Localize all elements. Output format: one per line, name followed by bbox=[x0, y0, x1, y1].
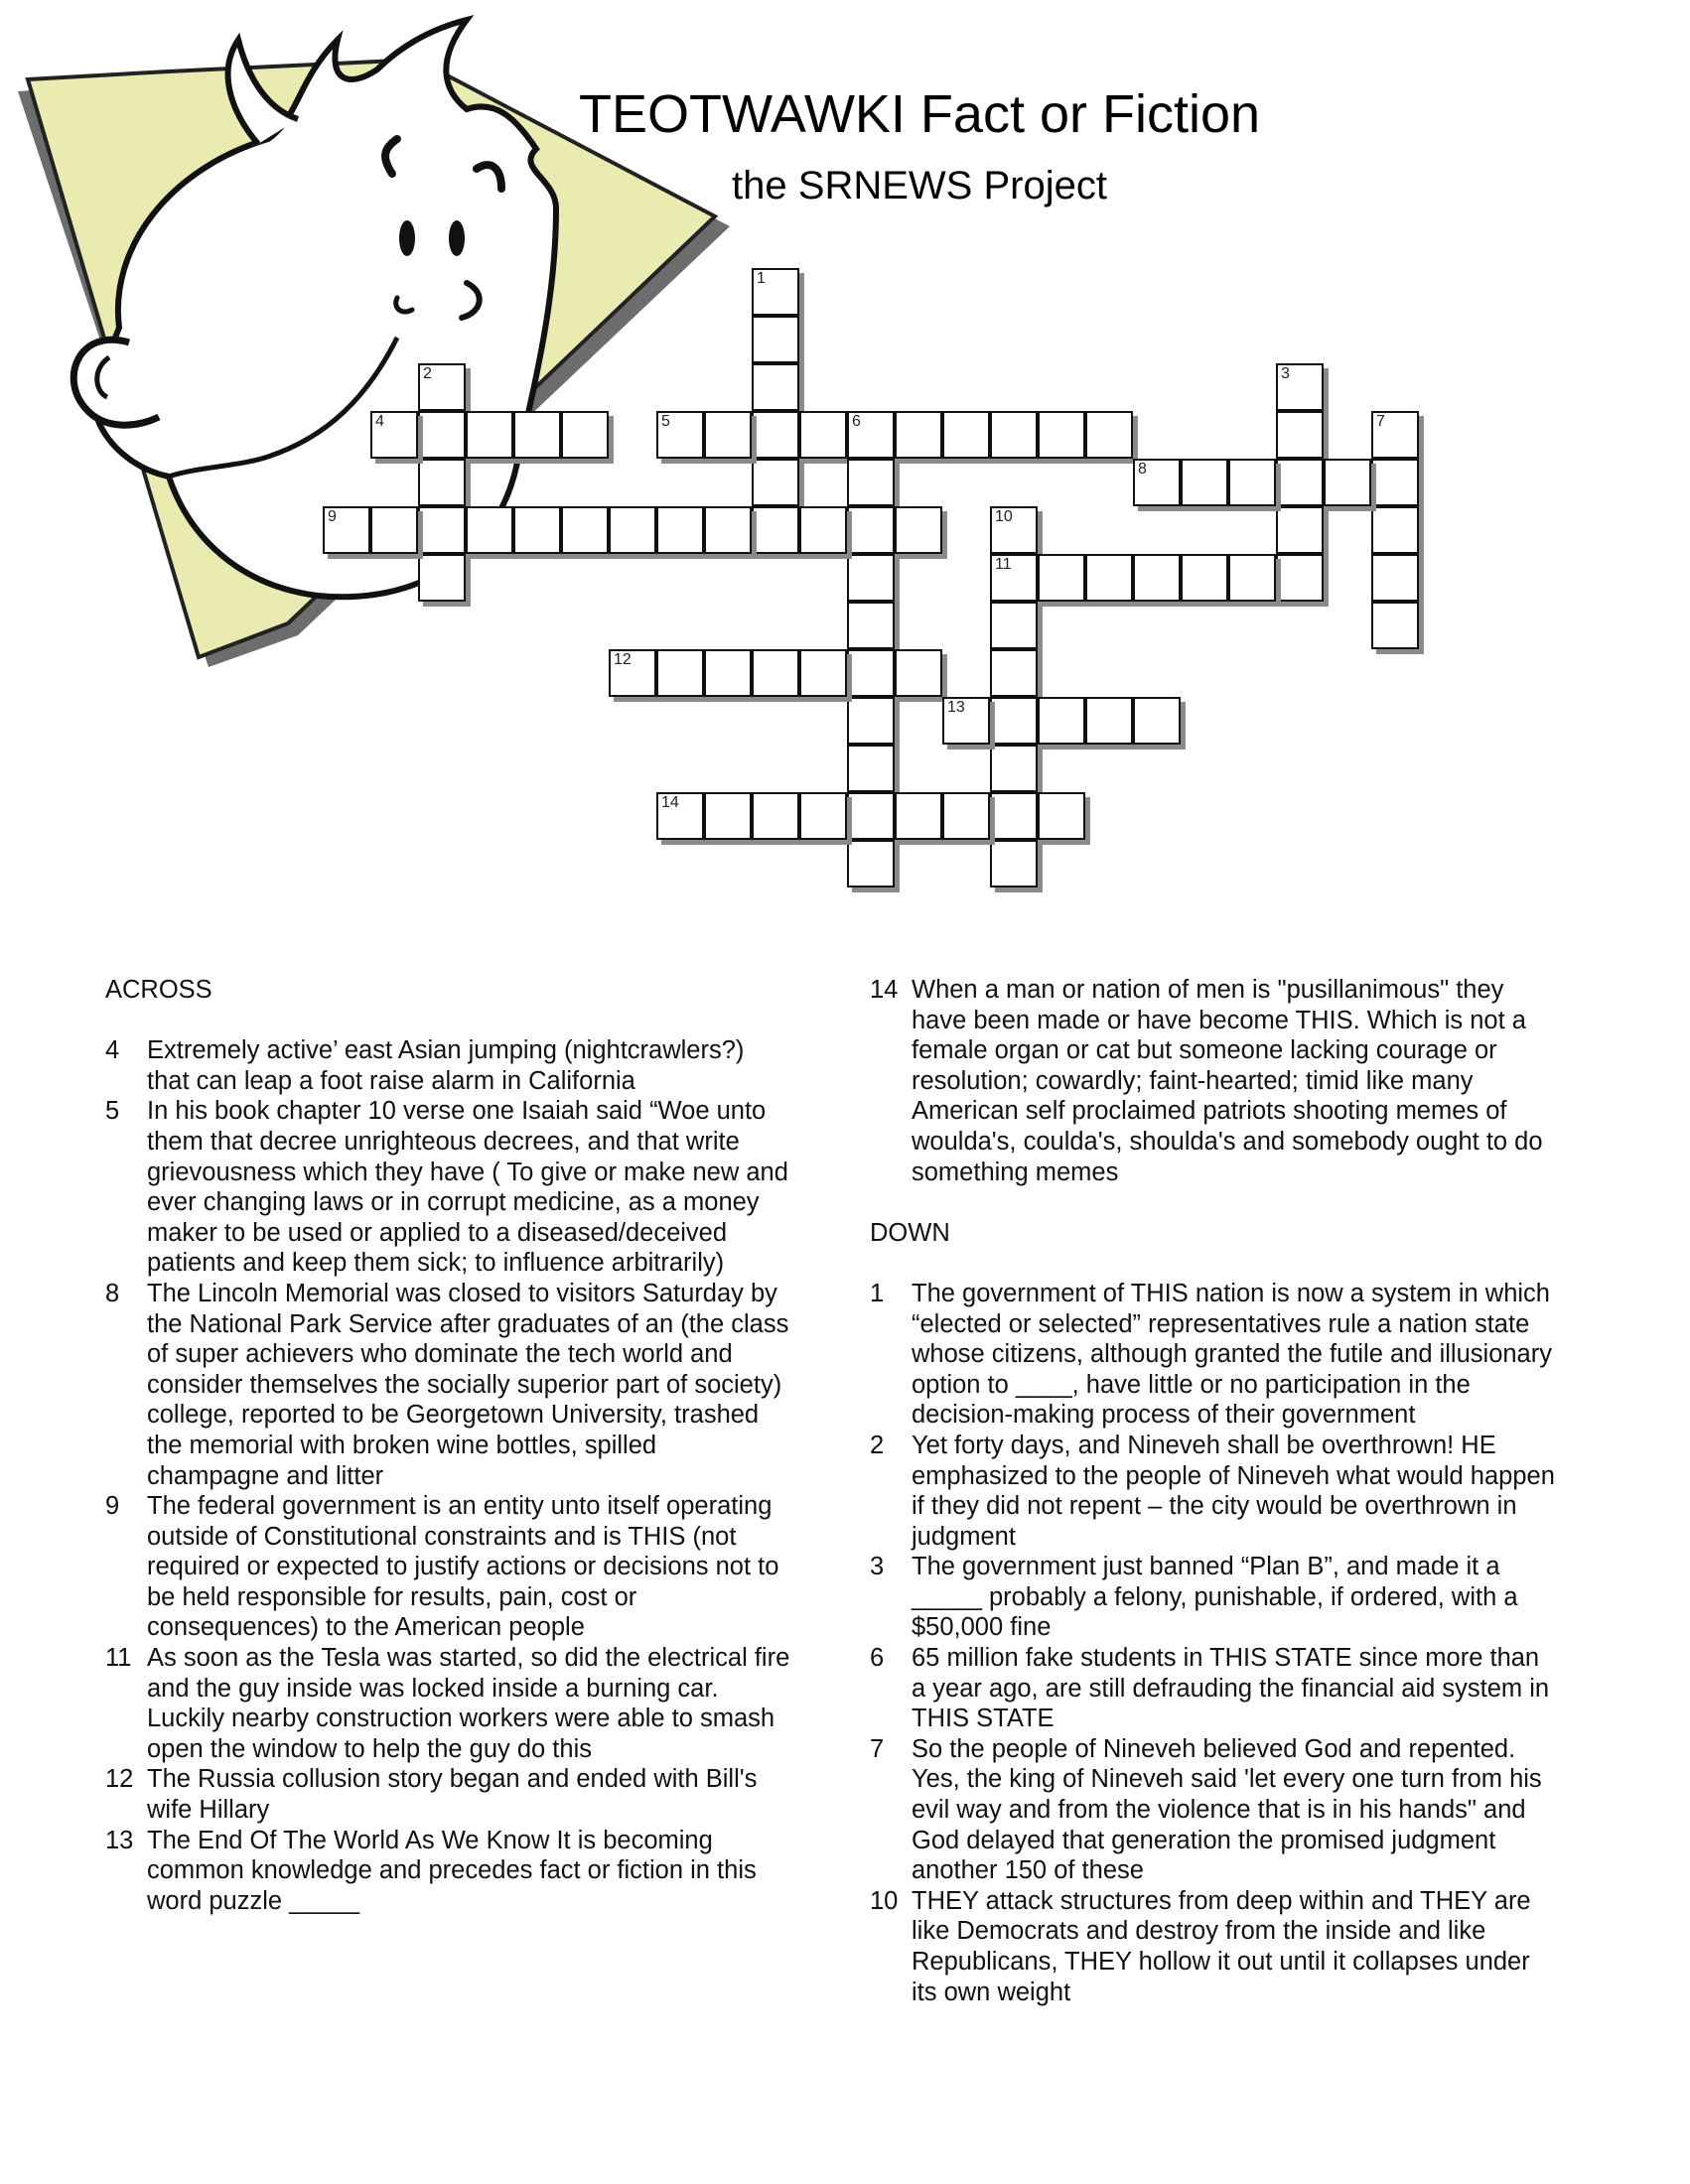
grid-cell[interactable] bbox=[799, 506, 847, 554]
cell-number: 10 bbox=[995, 508, 1013, 525]
cell-number: 8 bbox=[1138, 461, 1147, 478]
grid-cell[interactable] bbox=[752, 506, 799, 554]
across-clue-11 bbox=[105, 1643, 790, 1764]
grid-cell[interactable] bbox=[847, 506, 895, 554]
grid-cell[interactable] bbox=[752, 411, 799, 459]
down-clue-2 bbox=[870, 1431, 1555, 1552]
grid-cell[interactable] bbox=[990, 649, 1038, 697]
grid-cell[interactable] bbox=[847, 649, 895, 697]
grid-cell[interactable] bbox=[561, 506, 609, 554]
grid-cell[interactable] bbox=[1038, 697, 1085, 745]
down-clue-1 bbox=[870, 1279, 1555, 1431]
clue-number: 6 bbox=[870, 1644, 885, 1673]
grid-cell[interactable] bbox=[609, 506, 656, 554]
clue-text: So the people of Nineveh believed God and repented. Yes, the king of Nineveh said 'let every one turn from his evil way and from the violence that is in his hands" and God delayed that generation the promised judgment another 150 of these bbox=[912, 1734, 1542, 1885]
down-clue-7 bbox=[870, 1734, 1555, 1886]
grid-cell[interactable] bbox=[1228, 459, 1276, 506]
clue-number: 7 bbox=[870, 1734, 885, 1763]
grid-cell[interactable] bbox=[895, 506, 942, 554]
grid-cell[interactable] bbox=[1324, 459, 1371, 506]
grid-cell[interactable] bbox=[656, 792, 704, 840]
grid-cell[interactable] bbox=[942, 792, 990, 840]
grid-cell[interactable] bbox=[1276, 459, 1324, 506]
across-clue-5 bbox=[105, 1096, 790, 1279]
grid-cell[interactable] bbox=[418, 411, 466, 459]
grid-cell[interactable] bbox=[1371, 459, 1419, 506]
cell-number: 12 bbox=[614, 651, 632, 668]
cell-number: 14 bbox=[661, 794, 679, 811]
grid-cell[interactable] bbox=[1133, 554, 1181, 602]
grid-cell[interactable] bbox=[466, 506, 513, 554]
grid-cell[interactable] bbox=[513, 506, 561, 554]
grid-cell[interactable] bbox=[704, 506, 752, 554]
cell-number: 11 bbox=[995, 556, 1012, 573]
clue-text: The federal government is an entity unto itself operating outside of Constitutional constraints and is THIS (not required or expected to justify actions or decisions not to be held responsible for results, pain, cost or consequences) to the American people bbox=[147, 1492, 779, 1642]
puzzle-title: TEOTWAWKI Fact or Fiction bbox=[578, 84, 1261, 144]
clue-text: The government of THIS nation is now a system in which “elected or selected” representatives rule a nation state whose citizens, although granted the futile and illusionary option to ____, have little or no participation in the decision-making process of their government bbox=[912, 1279, 1552, 1430]
grid-cell[interactable] bbox=[990, 840, 1038, 887]
grid-cell[interactable] bbox=[1276, 506, 1324, 554]
grid-cell[interactable] bbox=[990, 506, 1038, 554]
clue-text: The Russia collusion story began and ended with Bill's wife Hillary bbox=[147, 1765, 758, 1825]
cell-number: 3 bbox=[1281, 365, 1290, 382]
across-clue-4 bbox=[105, 1035, 790, 1096]
clue-number: 14 bbox=[870, 976, 899, 1004]
clue-number: 3 bbox=[870, 1553, 885, 1581]
grid-cell[interactable] bbox=[1276, 411, 1324, 459]
grid-cell[interactable] bbox=[1133, 697, 1181, 745]
grid-cell[interactable] bbox=[990, 745, 1038, 792]
grid-cell[interactable] bbox=[1371, 506, 1419, 554]
grid-cell[interactable] bbox=[752, 268, 799, 316]
grid-cell[interactable] bbox=[1085, 554, 1133, 602]
grid-cell[interactable] bbox=[752, 459, 799, 506]
puzzle-subtitle: the SRNEWS Project bbox=[732, 164, 1107, 207]
clue-text: The Lincoln Memorial was closed to visitors Saturday by the National Park Service after graduates of an (the class of super achievers who dominate the tech world and consider themselves the socially superior part of society) college, reported to be Georgetown University, trashed the memorial with broken wine bottles, spilled champagne and litter bbox=[147, 1279, 789, 1490]
grid-cell[interactable] bbox=[418, 459, 466, 506]
clues-column-left bbox=[105, 975, 790, 1916]
clue-number: 8 bbox=[105, 1279, 120, 1307]
grid-cell[interactable] bbox=[656, 411, 704, 459]
clue-text: THEY attack structures from deep within and THEY are like Democrats and destroy from the inside and like Republicans, THEY hollow it out until it collapses under its own weight bbox=[912, 1886, 1531, 2006]
cell-number: 13 bbox=[947, 699, 965, 716]
clue-number: 5 bbox=[105, 1097, 120, 1126]
grid-cell[interactable] bbox=[799, 649, 847, 697]
grid-cell[interactable] bbox=[847, 745, 895, 792]
grid-cell[interactable] bbox=[847, 602, 895, 649]
grid-cell[interactable] bbox=[990, 554, 1038, 602]
grid-cell[interactable] bbox=[895, 792, 942, 840]
grid-cell[interactable] bbox=[466, 411, 513, 459]
grid-cell[interactable] bbox=[752, 316, 799, 363]
grid-cell[interactable] bbox=[1085, 411, 1133, 459]
grid-cell[interactable] bbox=[1276, 363, 1324, 411]
grid-cell[interactable] bbox=[1371, 602, 1419, 649]
cell-number: 1 bbox=[757, 270, 766, 287]
across-clue-14 bbox=[870, 975, 1555, 1187]
across-clue-9 bbox=[105, 1491, 790, 1643]
cell-number: 5 bbox=[661, 413, 670, 430]
down-heading: DOWN bbox=[870, 1218, 950, 1247]
clue-text: When a man or nation of men is "pusillanimous" they have been made or have become THIS. Which is not a female organ or cat but someone lacking courage or resolution; cowardly; faint-hearted; timid like many American self proclaimed patriots shooting memes of woulda's, coulda's, shoulda's and somebody ought to do something memes bbox=[912, 976, 1543, 1186]
grid-cell[interactable] bbox=[704, 411, 752, 459]
cell-number: 9 bbox=[328, 508, 337, 525]
across-heading: ACROSS bbox=[105, 976, 212, 1004]
grid-cell[interactable] bbox=[990, 697, 1038, 745]
grid-cell[interactable] bbox=[1371, 554, 1419, 602]
clue-number: 9 bbox=[105, 1492, 120, 1521]
grid-cell[interactable] bbox=[609, 649, 656, 697]
grid-cell[interactable] bbox=[942, 697, 990, 745]
grid-cell[interactable] bbox=[799, 792, 847, 840]
clue-text: 65 million fake students in THIS STATE since more than a year ago, are still defrauding the financial aid system in THIS STATE bbox=[912, 1644, 1550, 1733]
grid-cell[interactable] bbox=[1371, 411, 1419, 459]
grid-cell[interactable] bbox=[1038, 792, 1085, 840]
down-clue-3 bbox=[870, 1552, 1555, 1643]
grid-cell[interactable] bbox=[847, 792, 895, 840]
grid-cell[interactable] bbox=[752, 792, 799, 840]
grid-cell[interactable] bbox=[1181, 554, 1228, 602]
grid-cell[interactable] bbox=[895, 649, 942, 697]
clue-text: In his book chapter 10 verse one Isaiah said “Woe unto them that decree unrighteous decrees, and that write grievousness which they have ( To give or make new and ever changing laws or in corrupt medicine, as a money maker to be used or applied to a diseased/deceived patients and keep them sick; to influence arbitrarily) bbox=[147, 1097, 788, 1278]
grid-cell[interactable] bbox=[847, 840, 895, 887]
grid-cell[interactable] bbox=[799, 411, 847, 459]
cell-number: 2 bbox=[423, 365, 432, 382]
clue-number: 10 bbox=[870, 1886, 899, 1915]
grid-cell[interactable] bbox=[847, 411, 895, 459]
grid-cell[interactable] bbox=[513, 411, 561, 459]
grid-cell[interactable] bbox=[1276, 554, 1324, 602]
grid-cell[interactable] bbox=[752, 363, 799, 411]
grid-cell[interactable] bbox=[847, 697, 895, 745]
clue-number: 11 bbox=[105, 1644, 132, 1673]
clues-column-right bbox=[870, 975, 1555, 2007]
grid-cell[interactable] bbox=[370, 411, 418, 459]
clue-number: 2 bbox=[870, 1431, 885, 1459]
grid-cell[interactable] bbox=[704, 792, 752, 840]
clue-number: 12 bbox=[105, 1765, 134, 1794]
grid-cell[interactable] bbox=[990, 792, 1038, 840]
grid-cell[interactable] bbox=[990, 602, 1038, 649]
grid-cell[interactable] bbox=[1038, 411, 1085, 459]
grid-cell[interactable] bbox=[561, 411, 609, 459]
grid-cell[interactable] bbox=[942, 411, 990, 459]
clue-text: Extremely active’ east Asian jumping (nightcrawlers?) that can leap a foot raise alarm in California bbox=[147, 1036, 745, 1095]
clue-number: 4 bbox=[105, 1036, 120, 1065]
grid-cell[interactable] bbox=[323, 506, 370, 554]
grid-cell[interactable] bbox=[847, 554, 895, 602]
across-clue-13 bbox=[105, 1826, 790, 1917]
grid-cell[interactable] bbox=[1085, 697, 1133, 745]
down-clue-10 bbox=[870, 1886, 1555, 2007]
grid-cell[interactable] bbox=[656, 649, 704, 697]
cell-number: 6 bbox=[852, 413, 861, 430]
clue-number: 1 bbox=[870, 1279, 885, 1307]
grid-cell[interactable] bbox=[847, 459, 895, 506]
grid-cell[interactable] bbox=[418, 506, 466, 554]
crossword-grid bbox=[0, 0, 1690, 953]
grid-cell[interactable] bbox=[370, 506, 418, 554]
clue-number: 13 bbox=[105, 1826, 134, 1854]
cell-number: 7 bbox=[1376, 413, 1385, 430]
clue-text: Yet forty days, and Nineveh shall be overthrown! HE emphasized to the people of Nineveh what would happen if they did not repent – the city would be overthrown in judgment bbox=[912, 1431, 1555, 1551]
down-clue-6 bbox=[870, 1643, 1555, 1734]
grid-cell[interactable] bbox=[656, 506, 704, 554]
grid-cell[interactable] bbox=[1228, 554, 1276, 602]
clue-text: The End Of The World As We Know It is becoming common knowledge and precedes fact or fiction in this word puzzle _____ bbox=[147, 1826, 757, 1915]
grid-cell[interactable] bbox=[895, 411, 942, 459]
grid-cell[interactable] bbox=[418, 554, 466, 602]
grid-cell[interactable] bbox=[418, 363, 466, 411]
grid-cell[interactable] bbox=[1133, 459, 1181, 506]
grid-cell[interactable] bbox=[990, 411, 1038, 459]
clue-text: As soon as the Tesla was started, so did the electrical fire and the guy inside was locked inside a burning car. Luckily nearby construction workers were able to smash open the window to help the guy do this bbox=[147, 1644, 790, 1763]
grid-cell[interactable] bbox=[1038, 554, 1085, 602]
cell-number: 4 bbox=[375, 413, 384, 430]
across-clue-8 bbox=[105, 1279, 790, 1491]
across-clue-12 bbox=[105, 1764, 790, 1825]
grid-cell[interactable] bbox=[1181, 459, 1228, 506]
grid-cell[interactable] bbox=[752, 649, 799, 697]
grid-cell[interactable] bbox=[704, 649, 752, 697]
clue-text: The government just banned “Plan B”, and made it a _____ probably a felony, punishable, if ordered, with a $50,000 fine bbox=[912, 1553, 1518, 1642]
